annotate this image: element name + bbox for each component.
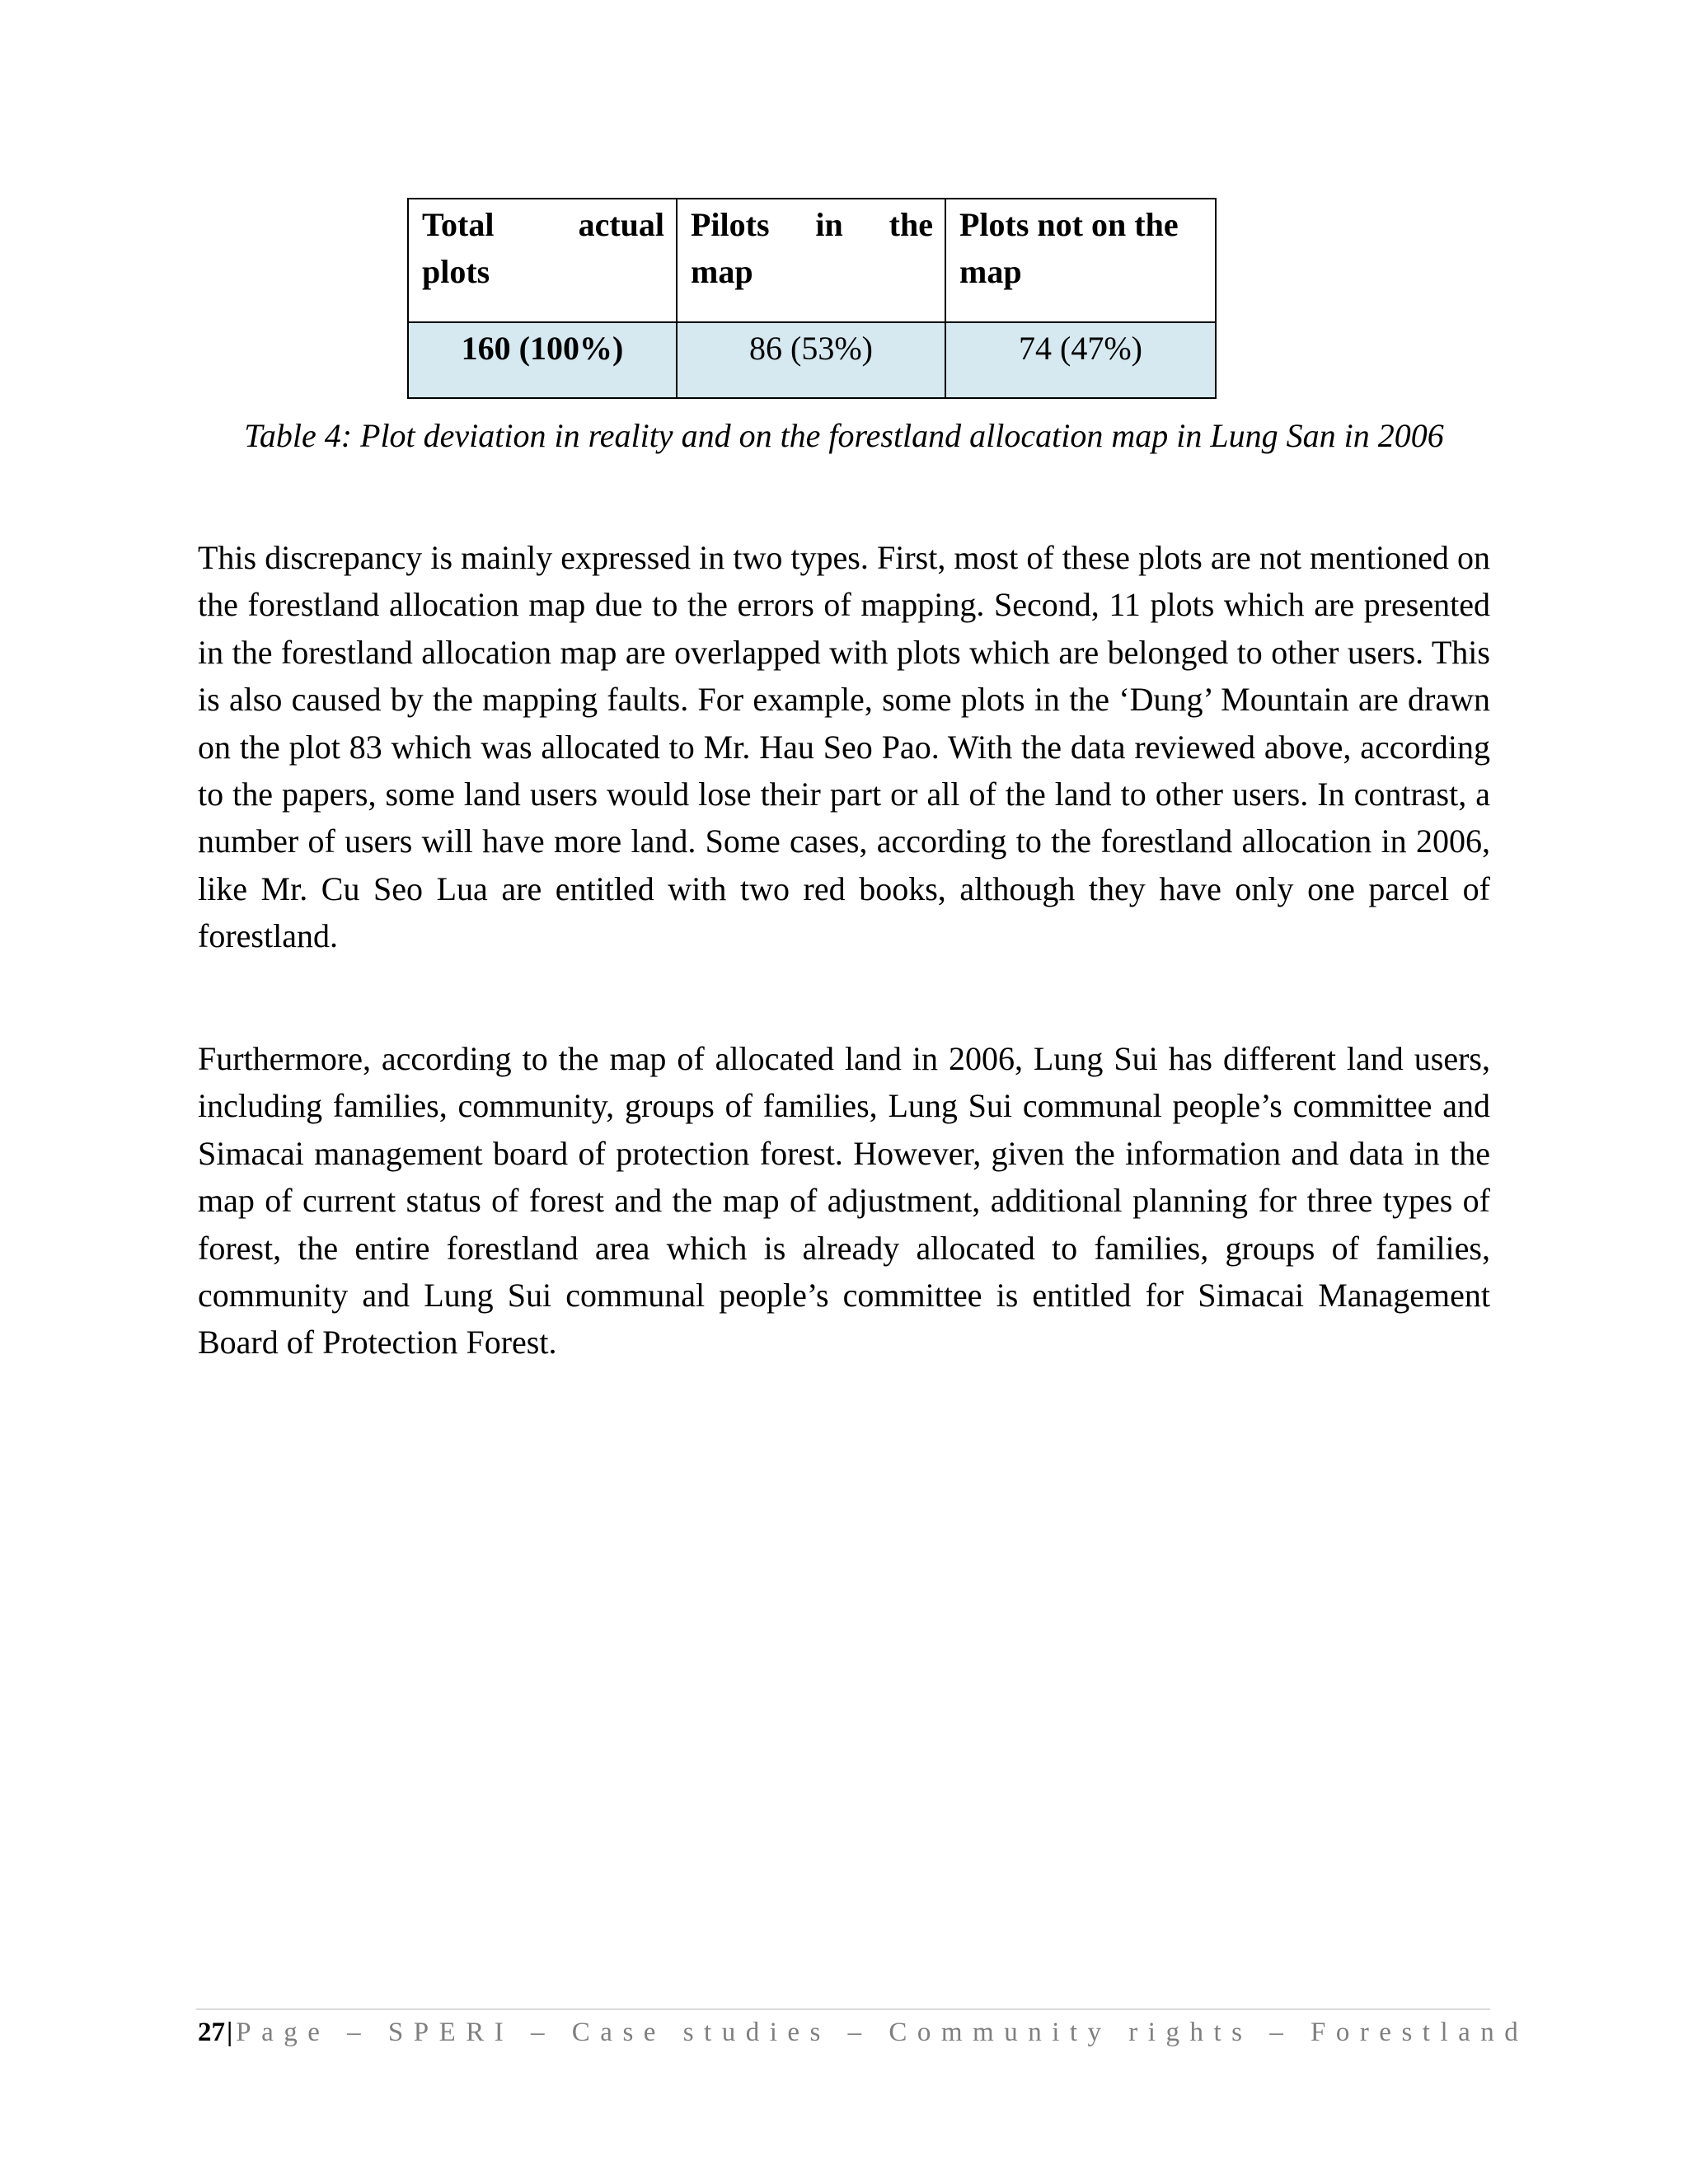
table-row	[408, 322, 1216, 398]
plot-deviation-table	[407, 198, 1217, 399]
header-pilots-in-map: Pilots in the map	[677, 199, 945, 322]
cell-total-plots: 160 (100%)	[408, 322, 677, 398]
body-paragraph-1: This discrepancy is mainly expressed in two types. First, most of these plots are not mentioned on the forestland allocation map due to the errors of mapping. Second, 11 plots which are presented in the forestland allocation map are overlapped with plots which are belonged to other users. This is also caused by the mapping faults. For example, some plots in the ‘Dung’ Mountain are drawn on the plot 83 which was allocated to Mr. Hau Seo Pao. With the data reviewed above, according to the papers, some land users would lose their part or all of the land to other users. In contrast, a number of users will have more land. Some cases, according to the forestland allocation in 2006, like Mr. Cu Seo Lua are entitled with two red books, although they have only one parcel of forestland.	[198, 539, 1490, 955]
header-plots-not-on-map: Plots not on the map	[945, 199, 1216, 322]
table-header-row	[408, 199, 1216, 322]
cell-plots-in-map: 86 (53%)	[677, 322, 945, 398]
table-caption: Table 4: Plot deviation in reality and on the forestland allocation map in Lung San in 2006	[244, 417, 1444, 454]
body-paragraph-2: Furthermore, according to the map of allocated land in 2006, Lung Sui has different land users, including families, community, groups of families, Lung Sui communal people’s committee and Simacai management board of protection forest. However, given the information and data in the map of current status of forest and the map of adjustment, additional planning for three types of forest, the entire forestland area which is already allocated to families, groups of families, community and Lung Sui communal people’s committee is entitled for Simacai Management Board of Protection Forest.	[198, 1040, 1490, 1361]
header-total-actual-plots: Total actual plots	[408, 199, 677, 322]
footer-separator: |	[227, 2018, 233, 2047]
page-footer	[198, 2013, 1529, 2052]
page-number: 27	[198, 2018, 225, 2047]
footer-running-title: Page – SPERI – Case studies – Community rights – Forestland	[236, 2018, 1529, 2047]
cell-plots-not-on-map: 74 (47%)	[945, 322, 1216, 398]
footer-divider	[196, 2008, 1490, 2010]
